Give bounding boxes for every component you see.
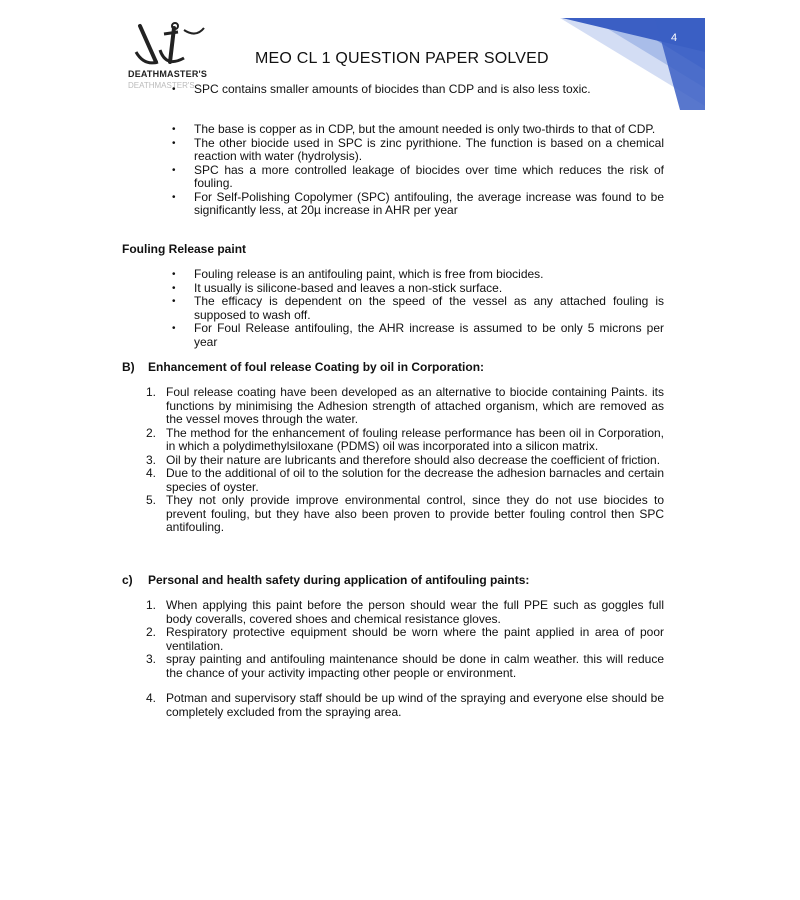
item-number: 3. (146, 452, 157, 467)
item-number: 2. (146, 425, 157, 440)
list-item: • SPC contains smaller amounts of biocides than CDP and is also less toxic. (170, 83, 664, 97)
page-title: MEO CL 1 QUESTION PAPER SOLVED (255, 50, 549, 67)
item-number: 5. (146, 493, 157, 507)
item-text: They not only provide improve environmental control, since they do not use biocides to prevent fouling, but they have also been proven to provide better fouling control then SPC antifouling. (166, 493, 664, 534)
item-number: 1. (146, 598, 157, 612)
item-text: Potman and supervisory staff should be up wind of the spraying and everyone else should be completely excluded from the spraying area. (166, 691, 664, 719)
list-item (140, 494, 664, 535)
list-item (140, 653, 664, 680)
item-text: When applying this paint before the person should wear the full PPE such as goggles full body coveralls, covered shoes and chemical resistance gloves. (166, 598, 664, 626)
item-text: Due to the additional of oil to the solution for the decrease the adhesion barnacles and certain species of oyster. (166, 466, 664, 494)
list-item: • For Foul Release antifouling, the AHR increase is assumed to be only 5 microns per year (170, 322, 664, 349)
section-b-title: Enhancement of foul release Coating by oil in Corporation: (148, 360, 485, 374)
spc-list-a (170, 83, 664, 97)
item-number: 1. (146, 385, 157, 399)
item-number: 2. (146, 625, 157, 639)
item-text: The method for the enhancement of fouling release performance has been oil in Corporation, in which a polydimethylsiloxane (PDMS) oil was incorporated into a silicon matrix. (166, 425, 664, 453)
list-item: • The base is copper as in CDP, but the amount needed is only two-thirds to that of CDP. (170, 123, 664, 137)
list-item (140, 599, 664, 626)
list-item: • Fouling release is an antifouling paint, which is free from biocides. (170, 268, 664, 282)
list-item (140, 454, 664, 468)
section-c-list-continued (140, 692, 664, 719)
section-c-label: c) (122, 573, 133, 587)
page-number: 4 (671, 32, 678, 44)
list-item: • It usually is silicone-based and leaves a non-stick surface. (170, 282, 664, 296)
list-item (140, 386, 664, 427)
list-item (140, 467, 664, 494)
section-b-label: B) (122, 360, 135, 374)
section-c-heading (122, 574, 529, 588)
fouling-release-heading: Fouling Release paint (122, 242, 247, 256)
list-item: • SPC has a more controlled leakage of biocides over time which reduces the risk of fouling. (170, 164, 664, 191)
spc-list-b (170, 123, 664, 218)
item-text: Respiratory protective equipment should be worn where the paint applied in area of poor ventilation. (166, 625, 664, 653)
list-item: • The other biocide used in SPC is zinc pyrithione. The function is based on a chemical reaction with water (hydrolysis). (170, 137, 664, 164)
item-text: Oil by their nature are lubricants and therefore should also decrease the coefficient of friction. (166, 452, 661, 467)
item-text: spray painting and antifouling maintenance should be done in calm weather. this will reduce the chance of your activity impacting other people or environment. (166, 652, 664, 680)
anchor-logo-icon (134, 22, 206, 68)
item-text: Foul release coating have been developed as an alternative to biocide containing Paints. its functions by minimising the Adhesion strength of attached organism, which are removed as the vessel moves through the water. (166, 385, 664, 426)
item-number: 4. (146, 466, 157, 480)
list-item (140, 626, 664, 653)
list-item (140, 427, 664, 454)
section-b-list (140, 386, 664, 535)
list-item: • For Self-Polishing Copolymer (SPC) antifouling, the average increase was found to be significantly less, at 20µ increase in AHR per year (170, 191, 664, 218)
section-c-list (140, 599, 664, 680)
item-number: 3. (146, 652, 157, 666)
section-b-heading (122, 361, 484, 375)
section-c-title: Personal and health safety during application of antifouling paints: (148, 573, 530, 587)
item-number: 4. (146, 691, 157, 705)
logo-text: DEATHMASTER'S (128, 69, 208, 79)
fouling-release-list (170, 268, 664, 349)
logo-subtext: DEATHMASTER'S (128, 81, 195, 90)
list-item (140, 692, 664, 719)
list-item: • The efficacy is dependent on the speed of the vessel as any attached fouling is supposed to wash off. (170, 295, 664, 322)
